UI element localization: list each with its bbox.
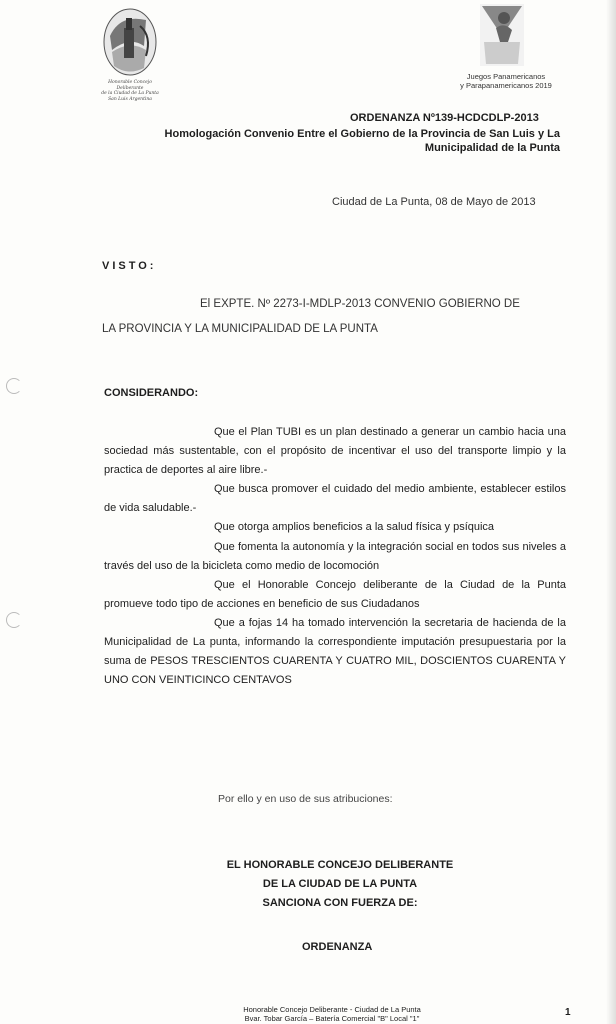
punch-hole-mark [6,378,22,394]
page-number: 1 [565,1007,571,1018]
council-logo [100,6,160,80]
subtitle-line: Municipalidad de la Punta [424,142,560,154]
logo-caption-line: San Luis Argentina [108,96,152,102]
footer-line: Bvar. Tobar García – Batería Comercial "B" Local "1" [244,1013,420,1023]
ordenanza-heading: ORDENANZA [302,941,373,953]
considerando-heading: CONSIDERANDO: [104,387,199,399]
considerando-paragraph: Que el Honorable Concejo deliberante de la Ciudad de la Punta promueve todo tipo de acciones en beneficio de sus Ciudadanos [104,578,566,610]
considerando-paragraph: Que busca promover el cuidado del medio ambiente, establecer estilos de vida saludable.- [104,483,566,515]
games-caption-line: y Parapanamericanos 2019 [460,81,552,90]
games-caption-line: Juegos Panamericanos [466,72,546,81]
scan-edge-shadow [606,0,616,1024]
expte-reference [102,292,562,342]
considerando-paragraph: Que a fojas 14 ha tomado intervención la secretaria de hacienda de la Municipalidad de La punta, informando la correspondiente imputación presupuestaria por la suma de PESOS TRESCIENTOS CUARENTA Y CUATRO MIL, DOSCIENTOS CUARENTA Y UNO CON VEINTICINCO CENTAVOS [104,616,566,687]
footer-line: Honorable Concejo Deliberante - Ciudad de La Punta [243,1005,421,1014]
expte-line: LA PROVINCIA Y LA MUNICIPALIDAD DE LA PUNTA [102,323,378,335]
document-date: Ciudad de La Punta, 08 de Mayo de 2013 [332,196,536,208]
page-footer [224,1006,440,1023]
ordinance-title: ORDENANZA Nº139-HCDCDLP-2013 [350,112,539,124]
games-caption [446,72,566,90]
sanciona-line: SANCIONA CON FUERZA DE: [262,897,418,909]
logo-caption-line: Honorable Concejo Deliberante [108,80,152,91]
considerando-paragraph: Que fomenta la autonomía y la integración social en todos sus niveles a través del uso de la bicicleta como medio de locomoción [104,540,566,572]
expte-line: El EXPTE. Nº 2273-I-MDLP-2013 CONVENIO GOBIERNO DE [200,298,520,310]
considerando-paragraph: Que otorga amplios beneficios a la salud física y psíquica [214,521,495,534]
por-ello-text: Por ello y en uso de sus atribuciones: [218,793,393,805]
considerando-paragraph: Que el Plan TUBI es un plan destinado a generar un cambio hacia una sociedad más sustentable, con el propósito de incentivar el uso del transporte limpio y la practica de deportes al aire libre.- [104,426,566,477]
visto-heading: VISTO: [102,260,157,272]
sanciona-block [200,856,480,913]
logo-caption-line: de la Ciudad de La Punta [101,91,159,96]
panamerican-games-logo [478,2,526,68]
council-logo-caption [94,80,166,102]
sanciona-line: DE LA CIUDAD DE LA PUNTA [262,878,418,890]
considerando-body [104,423,566,690]
sanciona-line: EL HONORABLE CONCEJO DELIBERANTE [226,859,454,871]
subtitle-line: Homologación Convenio Entre el Gobierno de la Provincia de San Luis y La [164,128,560,140]
ordinance-subtitle [108,127,560,155]
punch-hole-mark [6,612,22,628]
